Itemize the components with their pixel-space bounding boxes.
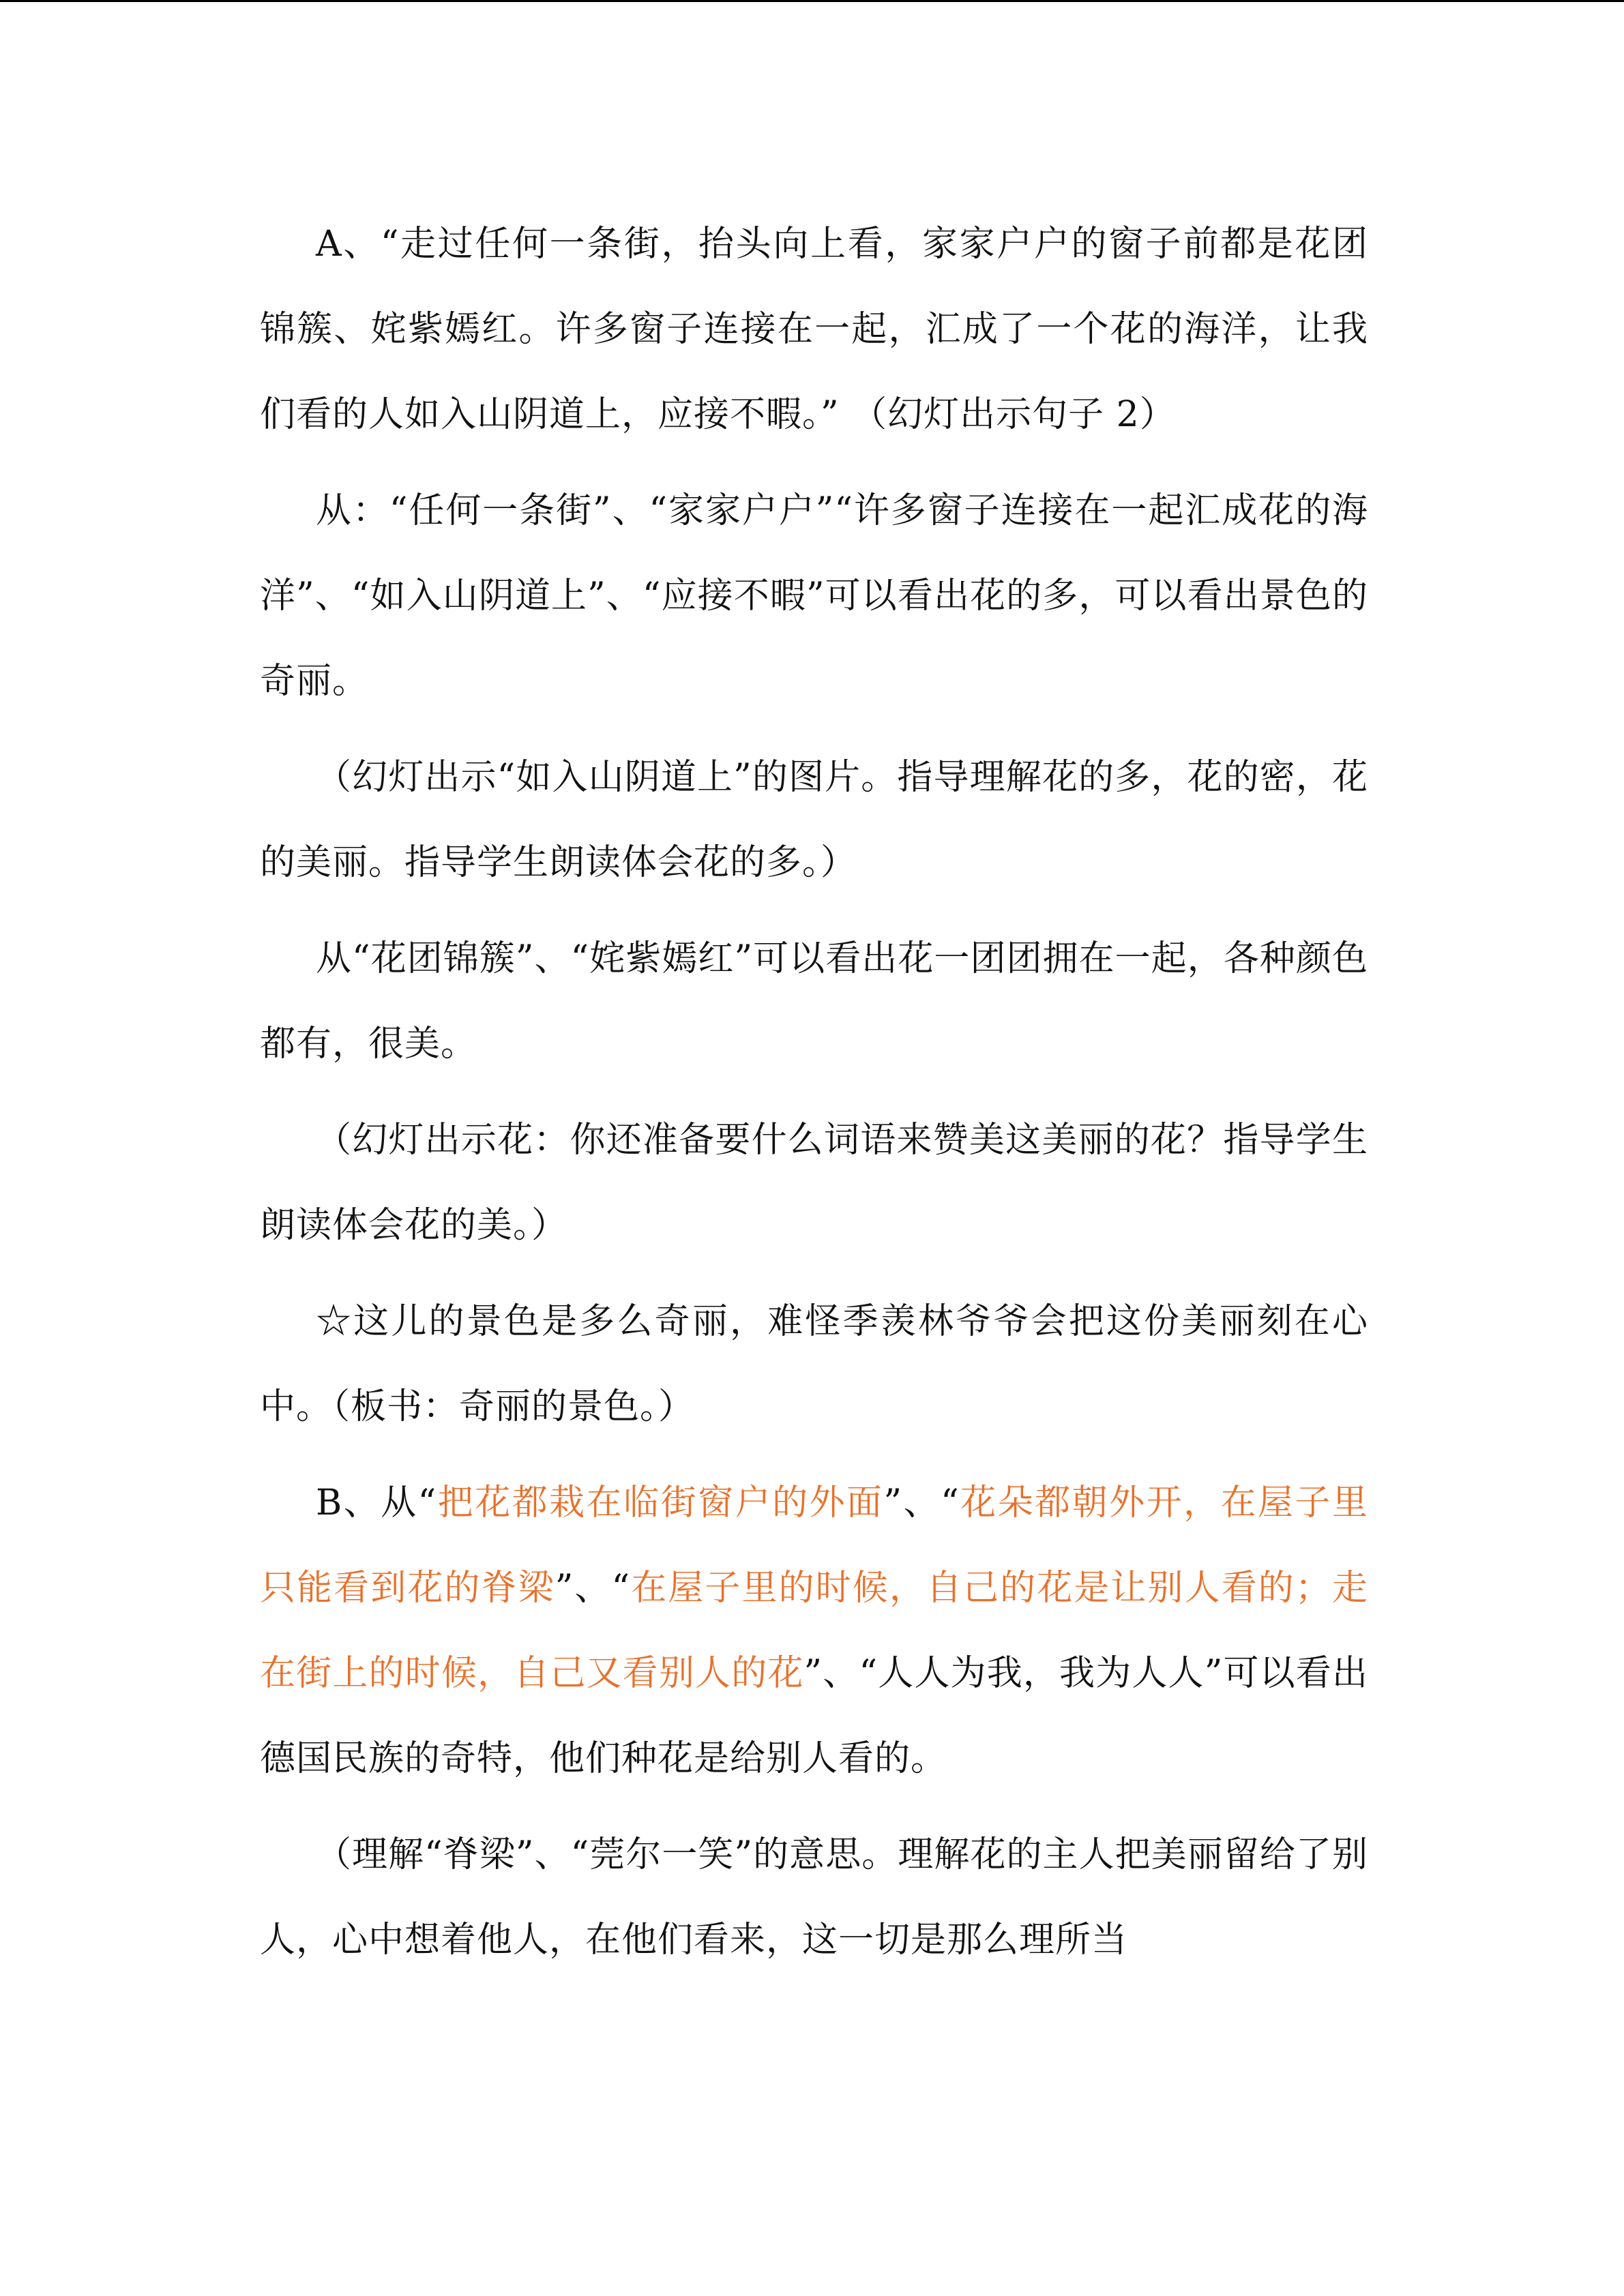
highlighted-quote: 把花都栽在临街窗户的外面 — [437, 1482, 884, 1523]
paragraph-b-text: ”、“ — [555, 1568, 631, 1609]
paragraph-b-text: ”、“人人为我，我为人人”可以看出德国民族的奇特，他们种花是给别人看的。 — [260, 1653, 1368, 1779]
paragraph-b-text: B、从“ — [316, 1482, 437, 1523]
paragraph-slide-mountain-road: （幻灯出示“如入山阴道上”的图片。指导理解花的多，花的密，花的美丽。指导学生朗读体会花的多。） — [260, 757, 1368, 883]
paragraph-b-text: ”、“ — [883, 1482, 960, 1523]
document-page — [260, 202, 1368, 1994]
paragraph-b-analysis — [260, 1461, 1368, 1802]
paragraph-a-sentence: A、“走过任何一条街，抬头向上看，家家户户的窗子前都是花团锦簇、姹紫嫣红。许多窗子连接在一起，汇成了一个花的海洋，让我们看的人如入山阴道上，应接不暇。” （幻灯出示句子 2） — [260, 224, 1368, 435]
highlighted-quote: 在屋子里的时候，自己的花是让别人看的；走在街上的时候，自己又看别人的花 — [260, 1568, 1368, 1694]
paragraph-understanding: （理解“脊梁”、“莞尔一笑”的意思。理解花的主人把美丽留给了别人，心中想着他人，在他们看来，这一切是那么理所当 — [260, 1834, 1368, 1960]
paragraph-analysis-many-flowers: 从：“任何一条街”、“家家户户”“许多窗子连接在一起汇成花的海洋”、“如入山阴道上”、“应接不暇”可以看出花的多，可以看出景色的奇丽。 — [260, 490, 1368, 702]
paragraph-blackboard-note: ☆这儿的景色是多么奇丽，难怪季羡林爷爷会把这份美丽刻在心中。（板书：奇丽的景色。） — [260, 1301, 1368, 1427]
highlighted-quote: 花朵都朝外开，在屋子里只能看到花的脊梁 — [260, 1482, 1368, 1609]
paragraph-slide-flowers: （幻灯出示花：你还准备要什么词语来赞美这美丽的花？指导学生朗读体会花的美。） — [260, 1120, 1368, 1246]
top-border-line — [0, 0, 1624, 2]
paragraph-analysis-colors: 从“花团锦簇”、“姹紫嫣红”可以看出花一团团拥在一起，各种颜色都有，很美。 — [260, 938, 1368, 1064]
